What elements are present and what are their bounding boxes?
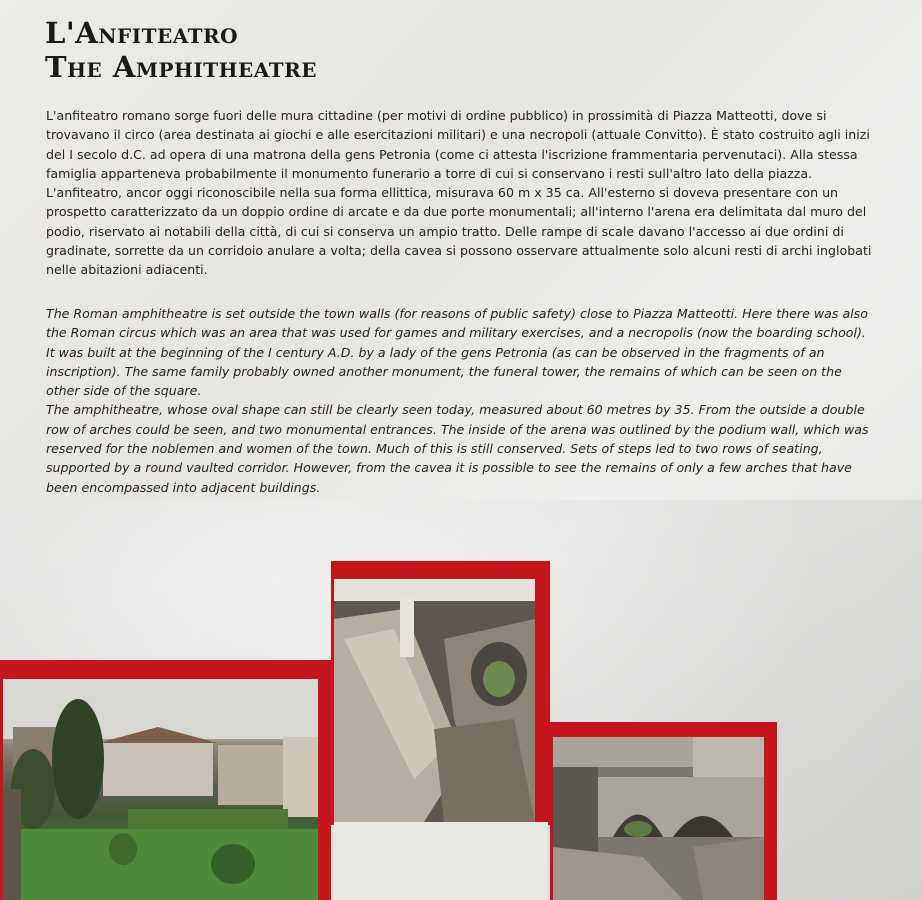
photo-arches <box>553 737 764 900</box>
italian-text <box>46 106 872 280</box>
photo-arches-drawing <box>553 737 764 900</box>
english-paragraph-2: The amphitheatre, whose oval shape can still be clearly seen today, measured about 60 metres by 35. From the outside a double row of arches could be seen, and two monumental entrances. The inside of the arena was outlined by the podium wall, which was reserved for the noblemen and women of the town. Much of this is still conserved. Sets of steps led to two rows of seating, supported by a round vaulted corridor. However, from the cavea it is possible to see the remains of only a few arches that have been encompassed into adjacent buildings. <box>46 402 869 495</box>
page-title <box>45 16 317 84</box>
photo-town-garden-drawing <box>3 679 318 900</box>
photo-stone-steps-lower <box>334 822 548 900</box>
english-paragraph-1: The Roman amphitheatre is set outside the town walls (for reasons of public safety) close to Piazza Matteotti. Here there was also the Roman circus which was an area that was used for games and military exercises, and a necropolis (now the boarding school). It was built at the beginning of the I century A.D. by a lady of the gens Petronia (as can be observed in the fragments of an inscription). The same family probably owned another monument, the funeral tower, the remains of which can be seen on the other side of the square. <box>46 306 868 399</box>
photo-stone-steps-drawing <box>334 579 535 822</box>
photo-town-garden <box>3 679 318 900</box>
photo-stone-steps <box>334 579 535 822</box>
title-italian: L'Anfiteatro <box>45 16 239 50</box>
title-english: The Amphitheatre <box>45 50 317 84</box>
italian-paragraph-2: L'anfiteatro, ancor oggi riconoscibile nella sua forma ellittica, misurava 60 m x 35 ca. All'esterno si doveva presentare con un prospetto caratterizzato da un doppio ordine di arcate e da due porte monumentali; all'interno l'arena era delimitata dal muro del podio, riservato ai notabili della città, di cui si conserva un ampio tratto. Delle rampe di scale davano l'accesso ai due ordini di gradinate, sorrette da un corridoio anulare a volta; della cavea si possono osservare attualmente solo alcuni resti di archi inglobati nelle abitazioni adiacenti. <box>46 185 872 278</box>
italian-paragraph-1: L'anfiteatro romano sorge fuori delle mura cittadine (per motivi di ordine pubblico) in prossimità di Piazza Matteotti, dove si trovavano il circo (area destinata ai giochi e alle esercitazioni militari) e una necropoli (attuale Convitto). È stato costruito agli inizi del I secolo d.C. ad opera di una matrona della gens Petronia (come ci attesta l'iscrizione frammentaria pervenutaci). Alla stessa famiglia apparteneva probabilmente il monumento funerario a torre di cui si conservano i resti sull'altro lato della piazza. <box>46 108 870 181</box>
english-text <box>46 304 872 497</box>
